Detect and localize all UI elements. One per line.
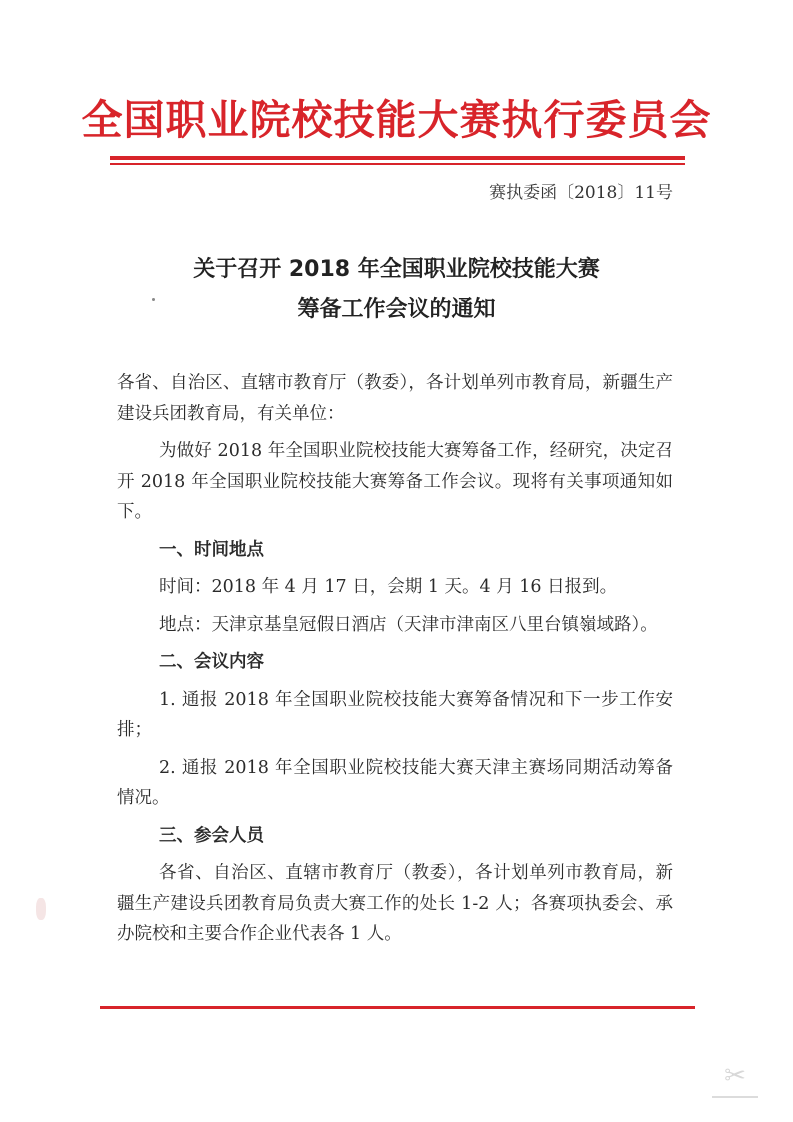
intro-paragraph: 为做好 2018 年全国职业院校技能大赛筹备工作，经研究，决定召开 2018 年全国职业院校技能大赛筹备工作会议。现将有关事项通知如下。	[117, 441, 673, 522]
notice-title	[0, 250, 793, 330]
document-number: 赛执委函〔2018〕11号	[489, 183, 673, 203]
footer-rule	[100, 1006, 695, 1009]
time-paragraph: 时间：2018 年 4 月 17 日，会期 1 天。4 月 16 日报到。	[159, 577, 618, 597]
scan-speck	[152, 298, 155, 301]
scanner-logo-icon: ✂	[712, 1056, 758, 1098]
attendees-paragraph: 各省、自治区、直辖市教育厅（教委），各计划单列市教育局，新疆生产建设兵团教育局负责大赛工作的处长 1-2 人；各赛项执委会、承办院校和主要合作企业代表各 1 人。	[117, 863, 673, 944]
scan-stain	[36, 898, 46, 920]
salutation: 各省、自治区、直辖市教育厅（教委），各计划单列市教育局，新疆生产建设兵团教育局，有关单位：	[117, 373, 673, 424]
notice-body	[117, 368, 673, 950]
notice-title-line-2: 筹备工作会议的通知	[297, 297, 496, 322]
letterhead-title: 全国职业院校技能大赛执行委员会	[81, 96, 712, 144]
location-paragraph: 地点：天津京基皇冠假日酒店（天津市津南区八里台镇嶺域路）。	[159, 614, 658, 635]
content-item-2: 2. 通报 2018 年全国职业院校技能大赛天津主赛场同期活动筹备情况。	[117, 757, 673, 808]
section-heading-attendees: 三、参会人员	[159, 825, 264, 846]
section-heading-content: 二、会议内容	[159, 652, 264, 672]
content-item-1: 1. 通报 2018 年全国职业院校技能大赛筹备情况和下一步工作安排；	[117, 689, 673, 740]
letterhead-rule-thick	[110, 156, 685, 160]
notice-title-line-1: 关于召开 2018 年全国职业院校技能大赛	[193, 257, 600, 282]
letterhead-rule-thin	[110, 163, 685, 165]
section-heading-time-location: 一、时间地点	[159, 539, 264, 560]
